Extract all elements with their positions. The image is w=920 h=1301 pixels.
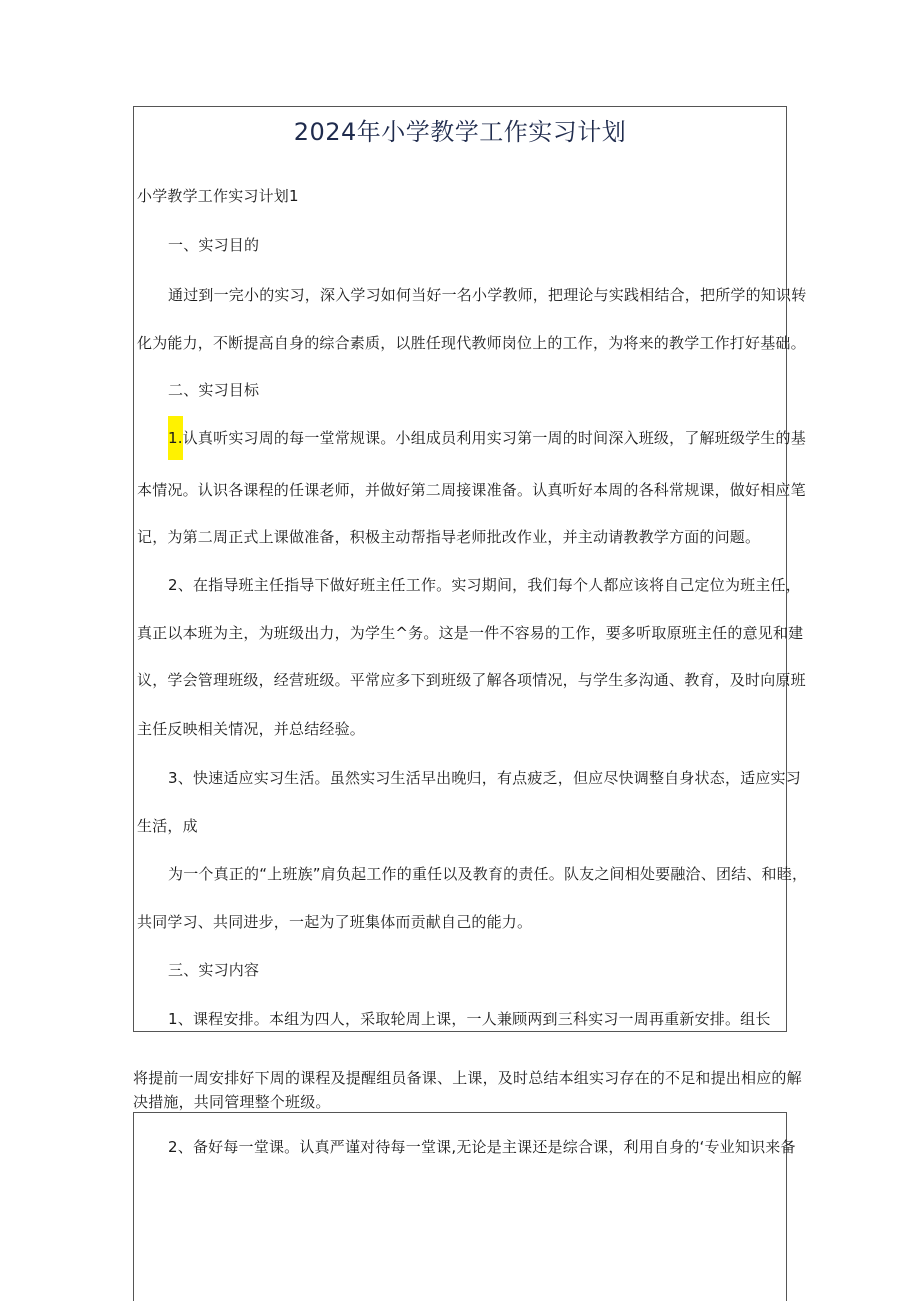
paragraph-line: 2、在指导班主任指导下做好班主任工作。实习期间，我们每个人都应该将自己定位为班主任，: [168, 576, 801, 594]
list-item-1-line: [168, 428, 806, 448]
paragraph-line: 主任反映相关情况，并总结经验。: [137, 720, 366, 738]
paragraph-line: 真正以本班为主，为班级出力，为学生^务。这是一件不容易的工作，要多听取原班主任的意见和建: [137, 624, 804, 642]
paragraph-line: 为一个真正的“上班族”肩负起工作的重任以及教育的责任。队友之间相处要融洽、团结、和睦，: [168, 865, 808, 883]
document-title: 2024年小学教学工作实习计划: [293, 118, 627, 146]
paragraph-line: 化为能力，不断提高自身的综合素质，以胜任现代教师岗位上的工作，为将来的教学工作打好基础。: [137, 334, 806, 352]
paragraph-line: 2、备好每一堂课。认真严谨对待每一堂课,无论是主课还是综合课，利用自身的‘专业知识来备: [168, 1138, 796, 1156]
paragraph-line: 决措施，共同管理整个班级。: [133, 1093, 331, 1111]
paragraph-line: 共同学习、共同进步，一起为了班集体而贡献自己的能力。: [137, 913, 533, 931]
heading-purpose: 一、实习目的: [168, 236, 260, 254]
paragraph-line: 1、课程安排。本组为四人，采取轮周上课，一人兼顾两到三科实习一周再重新安排。组长: [168, 1010, 771, 1028]
paragraph-line: 3、快速适应实习生活。虽然实习生活早出晚归，有点疲乏，但应尽快调整自身状态，适应实习: [168, 769, 801, 787]
paragraph-line: 通过到一完小的实习，深入学习如何当好一名小学教师，把理论与实践相结合，把所学的知识转: [168, 286, 807, 304]
list-item-text: 认真听实习周的每一堂常规课。小组成员利用实习第一周的时间深入班级，了解班级学生的基: [182, 429, 806, 447]
paragraph-line: 将提前一周安排好下周的课程及提醒组员备课、上课，及时总结本组实习存在的不足和提出相应的解: [133, 1069, 802, 1087]
paragraph-line: 生活，成: [137, 817, 198, 835]
paragraph-line: 记，为第二周正式上课做准备，积极主动帮指导老师批改作业，并主动请教教学方面的问题。: [137, 528, 761, 546]
heading-content: 三、实习内容: [168, 961, 260, 979]
section-subtitle: 小学教学工作实习计划1: [137, 187, 299, 205]
highlight-marker: 1.: [168, 416, 183, 460]
paragraph-line: 议，学会管理班级，经营班级。平常应多下到班级了解各项情况，与学生多沟通、教育，及时向原班: [137, 671, 806, 689]
heading-goals: 二、实习目标: [168, 381, 260, 399]
paragraph-line: 本情况。认识各课程的任课老师，并做好第二周接课准备。认真听好本周的各科常规课，做好相应笔: [137, 481, 806, 499]
